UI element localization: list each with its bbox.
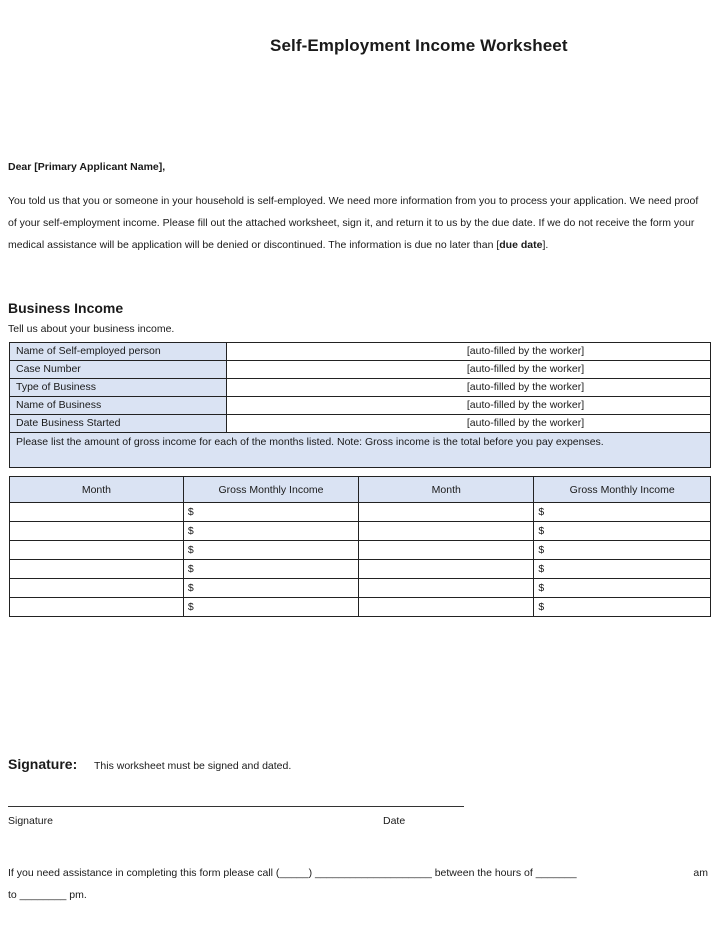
currency-symbol: $	[538, 544, 545, 556]
month-cell[interactable]	[10, 560, 184, 579]
gross-income-cell[interactable]	[183, 560, 358, 579]
month-cell[interactable]	[359, 522, 534, 541]
business-row-value[interactable]: [auto-filled by the worker]	[227, 343, 711, 361]
currency-symbol: $	[187, 525, 194, 537]
business-income-subheading: Tell us about your business income.	[8, 323, 175, 335]
signature-label: Signature	[8, 815, 53, 827]
table-row	[10, 522, 711, 541]
month-cell[interactable]	[10, 541, 184, 560]
signature-heading: Signature:	[8, 756, 78, 772]
business-row	[10, 361, 711, 379]
assistance-paragraph	[8, 862, 708, 906]
business-info-table	[9, 342, 711, 468]
business-row-label: Case Number	[10, 361, 227, 379]
currency-symbol: $	[187, 544, 194, 556]
gross-income-cell[interactable]	[534, 579, 711, 598]
month-cell[interactable]	[10, 522, 184, 541]
table-row	[10, 579, 711, 598]
intro-text-end: ].	[542, 239, 549, 251]
gross-income-cell[interactable]	[534, 503, 711, 522]
gross-income-cell[interactable]	[183, 503, 358, 522]
monthly-income-header	[10, 477, 711, 503]
month-header: Month	[359, 477, 534, 503]
assistance-line: If you need assistance in completing this form please call (_____) ____________________ between the hours of _______	[8, 867, 577, 879]
currency-symbol: $	[187, 506, 194, 518]
month-cell[interactable]	[359, 541, 534, 560]
gross-income-cell[interactable]	[183, 579, 358, 598]
month-cell[interactable]	[359, 579, 534, 598]
currency-symbol: $	[538, 525, 545, 537]
page-title: Self-Employment Income Worksheet	[270, 36, 568, 55]
monthly-income-table	[9, 476, 711, 617]
assistance-am: am	[693, 867, 708, 879]
gross-income-header: Gross Monthly Income	[183, 477, 358, 503]
month-cell[interactable]	[359, 503, 534, 522]
business-row	[10, 343, 711, 361]
business-note-row	[10, 433, 711, 468]
month-cell[interactable]	[10, 503, 184, 522]
currency-symbol: $	[187, 601, 194, 613]
business-row-value[interactable]: [auto-filled by the worker]	[227, 397, 711, 415]
business-row-label: Name of Self-employed person	[10, 343, 227, 361]
month-cell[interactable]	[10, 598, 184, 617]
business-income-heading: Business Income	[8, 300, 124, 316]
business-row-value[interactable]: [auto-filled by the worker]	[227, 415, 711, 433]
salutation: Dear [Primary Applicant Name],	[8, 161, 166, 173]
business-row-label: Date Business Started	[10, 415, 227, 433]
assistance-line-2: to ________ pm.	[8, 889, 87, 901]
business-row-value[interactable]: [auto-filled by the worker]	[227, 379, 711, 397]
gross-income-cell[interactable]	[183, 598, 358, 617]
currency-symbol: $	[538, 601, 545, 613]
business-row	[10, 415, 711, 433]
currency-symbol: $	[538, 582, 545, 594]
currency-symbol: $	[538, 506, 545, 518]
business-row-label: Type of Business	[10, 379, 227, 397]
business-row	[10, 397, 711, 415]
gross-income-cell[interactable]	[534, 560, 711, 579]
signature-line[interactable]	[8, 806, 464, 807]
intro-paragraph	[8, 190, 703, 256]
gross-income-cell[interactable]	[183, 541, 358, 560]
gross-income-cell[interactable]	[534, 598, 711, 617]
gross-income-cell[interactable]	[534, 541, 711, 560]
gross-income-cell[interactable]	[183, 522, 358, 541]
table-row	[10, 541, 711, 560]
intro-text: You told us that you or someone in your household is self-employed. We need more information from you to process your application. We need proof of your self-employment income. Please fill out the attached worksheet, sign it, and return it to us by the due date. If we do not receive the form your medical assistance will be application will be denied or discontinued. The information is due no later than [	[8, 195, 699, 251]
table-row	[10, 503, 711, 522]
month-cell[interactable]	[359, 560, 534, 579]
month-cell[interactable]	[359, 598, 534, 617]
business-row	[10, 379, 711, 397]
currency-symbol: $	[187, 563, 194, 575]
month-header: Month	[10, 477, 184, 503]
date-label: Date	[383, 815, 406, 827]
table-row	[10, 598, 711, 617]
month-cell[interactable]	[10, 579, 184, 598]
gross-income-note: Please list the amount of gross income for each of the months listed. Note: Gross income is the total before you pay expenses.	[10, 433, 711, 468]
currency-symbol: $	[187, 582, 194, 594]
business-row-label: Name of Business	[10, 397, 227, 415]
gross-income-header: Gross Monthly Income	[534, 477, 711, 503]
gross-income-cell[interactable]	[534, 522, 711, 541]
table-row	[10, 560, 711, 579]
currency-symbol: $	[538, 563, 545, 575]
business-row-value[interactable]: [auto-filled by the worker]	[227, 361, 711, 379]
due-date: due date	[499, 239, 543, 251]
signature-note: This worksheet must be signed and dated.	[94, 760, 292, 772]
